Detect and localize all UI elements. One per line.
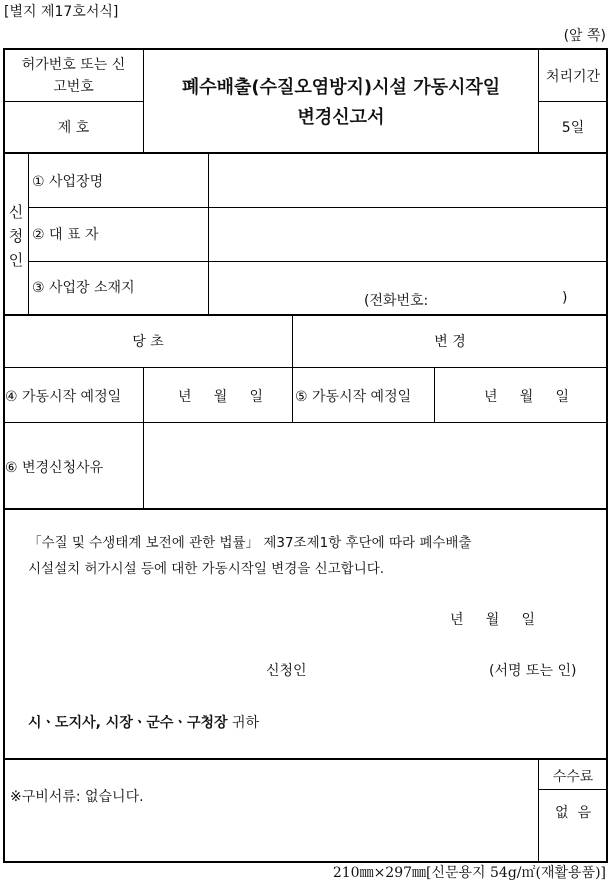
address-label: ③ 사업장 소재지: [32, 280, 135, 296]
permit-number-label: 허가번호 또는 신 고번호: [21, 57, 126, 95]
form-title: 폐수배출(수질오염방지)시설 가동시작일 변경신고서: [181, 77, 501, 128]
fee-split: [538, 789, 607, 790]
applicant-signature-label: 신청인: [266, 663, 307, 679]
address-field[interactable]: [210, 264, 605, 292]
frame-top: [3, 48, 608, 50]
business-name-field[interactable]: [210, 156, 605, 205]
recipient-name: 시ㆍ도지사, 시장ㆍ군수ㆍ구청장: [28, 715, 228, 731]
phone-field[interactable]: [448, 290, 558, 308]
change-reason-field[interactable]: [145, 425, 605, 506]
processing-period-label: 처리기간: [545, 69, 601, 85]
change-date-bottom: [3, 422, 607, 423]
fee-value: 없 음: [555, 805, 591, 821]
changed-start-date-field[interactable]: 년 월 일: [484, 389, 570, 405]
changed-start-date-label: ⑤ 가동시작 예정일: [295, 389, 412, 405]
business-name-label: ① 사업장명: [32, 174, 104, 190]
processing-period-value: 5일: [561, 120, 585, 136]
paper-spec: 210㎜×297㎜[신문용지 54g/㎡(재활용품)]: [332, 865, 606, 881]
frame-left: [3, 48, 5, 863]
declaration-date[interactable]: 년 월 일: [450, 612, 536, 628]
change-reason-label: ⑥ 변경신청사유: [5, 460, 104, 476]
changed-column-header: 변 경: [434, 334, 466, 350]
recipient: [28, 712, 259, 732]
form-number: [별지 제17호서식]: [4, 4, 119, 20]
representative-field[interactable]: [210, 210, 605, 259]
header-left-split: [3, 101, 143, 102]
recipient-suffix: 귀하: [231, 715, 260, 731]
representative-label: ② 대 표 자: [32, 227, 99, 243]
declaration-bottom: [3, 758, 608, 760]
applicant-bottom: [3, 314, 608, 316]
declaration-line1: 「수질 및 수생태계 보전에 관한 법률」 제37조제1항 후단에 따라 폐수배출: [28, 535, 472, 551]
header-bottom: [3, 152, 608, 154]
reason-bottom: [3, 508, 608, 510]
declaration-line2: 시설설치 허가시설 등에 대한 가동시작일 변경을 신고합니다.: [28, 561, 385, 577]
original-start-date-label: ④ 가동시작 예정일: [5, 389, 122, 405]
original-start-date-field[interactable]: 년 월 일: [178, 389, 264, 405]
frame-right: [606, 48, 608, 863]
phone-label: (전화번호:: [364, 293, 429, 309]
applicant-row1-bottom: [28, 207, 607, 208]
permit-number-value: 제 호: [57, 120, 90, 136]
original-column-header: 당 초: [132, 334, 164, 350]
applicant-section-label: 신 청 인: [8, 203, 24, 269]
phone-close: ): [562, 290, 568, 306]
fee-label: 수수료: [552, 769, 594, 785]
page-side-note: (앞 쪽): [563, 28, 606, 44]
applicant-label-divider: [28, 153, 29, 315]
change-label-divider-right: [434, 368, 435, 423]
signature-note: (서명 또는 인): [489, 663, 577, 679]
applicant-value-divider: [208, 153, 209, 315]
change-label-divider-left: [143, 368, 144, 509]
change-header-bottom: [3, 367, 607, 368]
applicant-row2-bottom: [28, 261, 607, 262]
applicant-signature-field[interactable]: [320, 656, 480, 678]
header-right-split: [538, 101, 607, 102]
required-documents-note: ※구비서류: 없습니다.: [10, 789, 144, 805]
